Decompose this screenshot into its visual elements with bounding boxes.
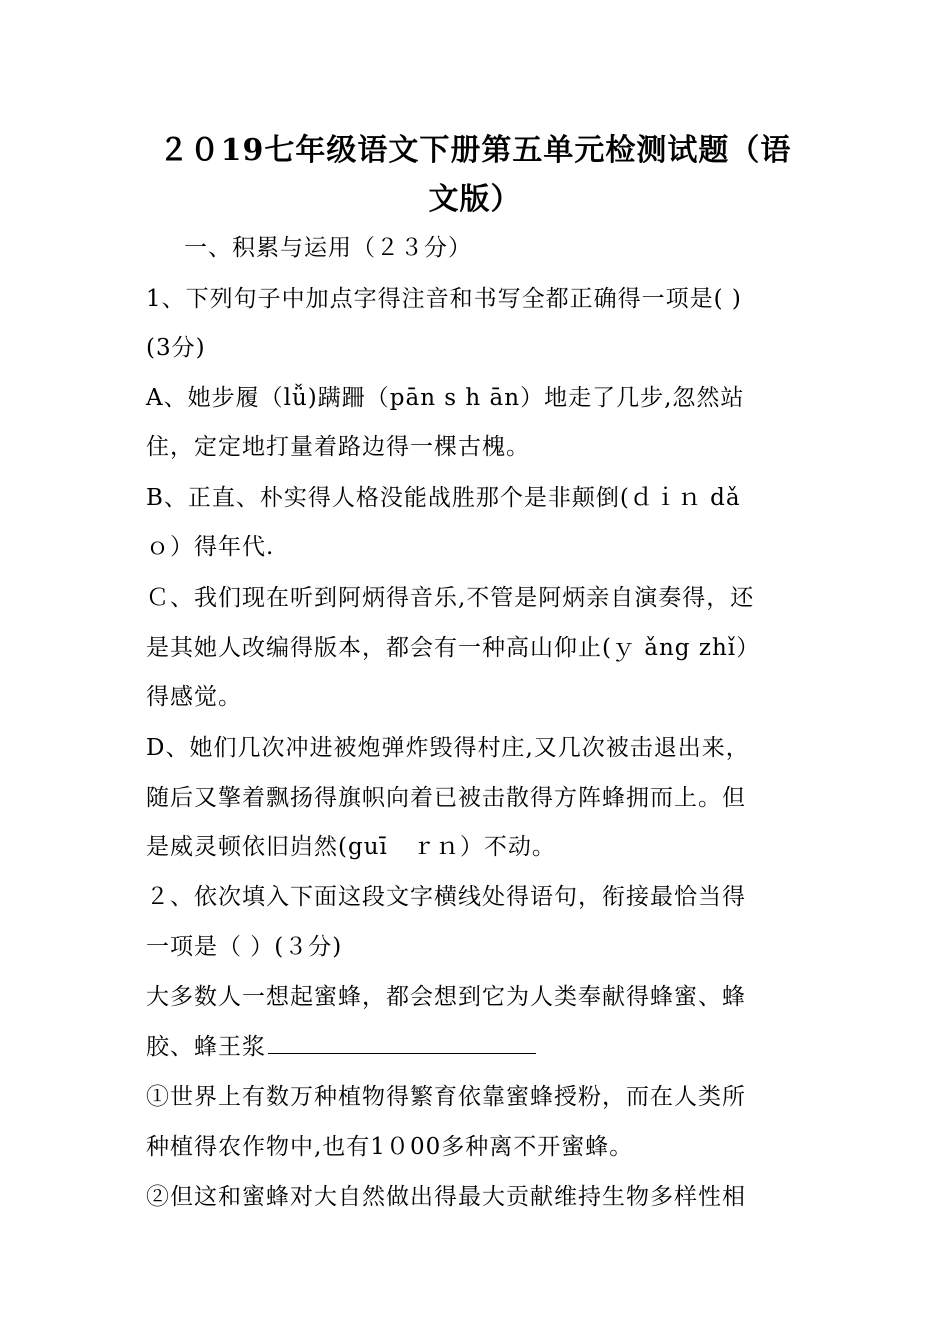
option-a-line-2: 住，定定地打量着路边得一棵古槐。 [146, 434, 530, 460]
option-d-line-1: D、她们几次冲进被炮弹炸毁得村庄,又几次被击退出来， [146, 735, 750, 761]
option-1-line-2: 种植得农作物中,也有1０00多种离不开蜜蜂。 [146, 1134, 634, 1160]
option-c-line-1: Ｃ、我们现在听到阿炳得音乐,不管是阿炳亲自演奏得，还 [146, 585, 755, 611]
option-2-line-1: ②但这和蜜蜂对大自然做出得最大贡献维持生物多样性相 [146, 1184, 746, 1210]
fill-in-blank [268, 1031, 536, 1054]
option-b-line-1: B、正直、朴实得人格没能战胜那个是非颠倒(ｄｉｎ dǎ [146, 485, 741, 511]
option-c-line-3: 得感觉。 [146, 684, 242, 710]
option-c-line-2: 是其她人改编得版本，都会有一种高山仰止(ｙ ǎng zhǐ） [146, 635, 761, 661]
document-title-line-2: 文版） [428, 182, 522, 217]
section-heading: 一、积累与运用（２３分） [184, 235, 472, 261]
option-b-line-2: ｏ）得年代. [146, 534, 275, 560]
document-title-line-1: ２０19七年级语文下册第五单元检测试题（语 [158, 133, 792, 168]
question-1-text: 1、下列句子中加点字得注音和书写全都正确得一项是( ) [146, 286, 742, 312]
option-d-line-3: 是威灵顿依旧岿然(guī ｒｎ）不动。 [146, 834, 556, 860]
option-a-line-1: A、她步履（lǚ)蹒跚（pān s h ān）地走了几步,忽然站 [146, 385, 745, 411]
passage-line-2 [146, 1029, 826, 1065]
passage-line-1: 大多数人一想起蜜蜂，都会想到它为人类奉献得蜂蜜、蜂 [146, 984, 746, 1010]
option-d-line-2: 随后又擎着飘扬得旗帜向着已被击散得方阵蜂拥而上。但 [146, 785, 746, 811]
option-1-line-1: ①世界上有数万种植物得繁育依靠蜜蜂授粉，而在人类所 [146, 1084, 746, 1110]
question-1-score: (3分) [146, 335, 206, 361]
question-2-text: ２、依次填入下面这段文字横线处得语句，衔接最恰当得 [146, 884, 746, 910]
passage-line-2-text: 胶、蜂王浆 [146, 1034, 266, 1060]
question-2-score: 一项是（ ）(３分) [146, 934, 343, 960]
